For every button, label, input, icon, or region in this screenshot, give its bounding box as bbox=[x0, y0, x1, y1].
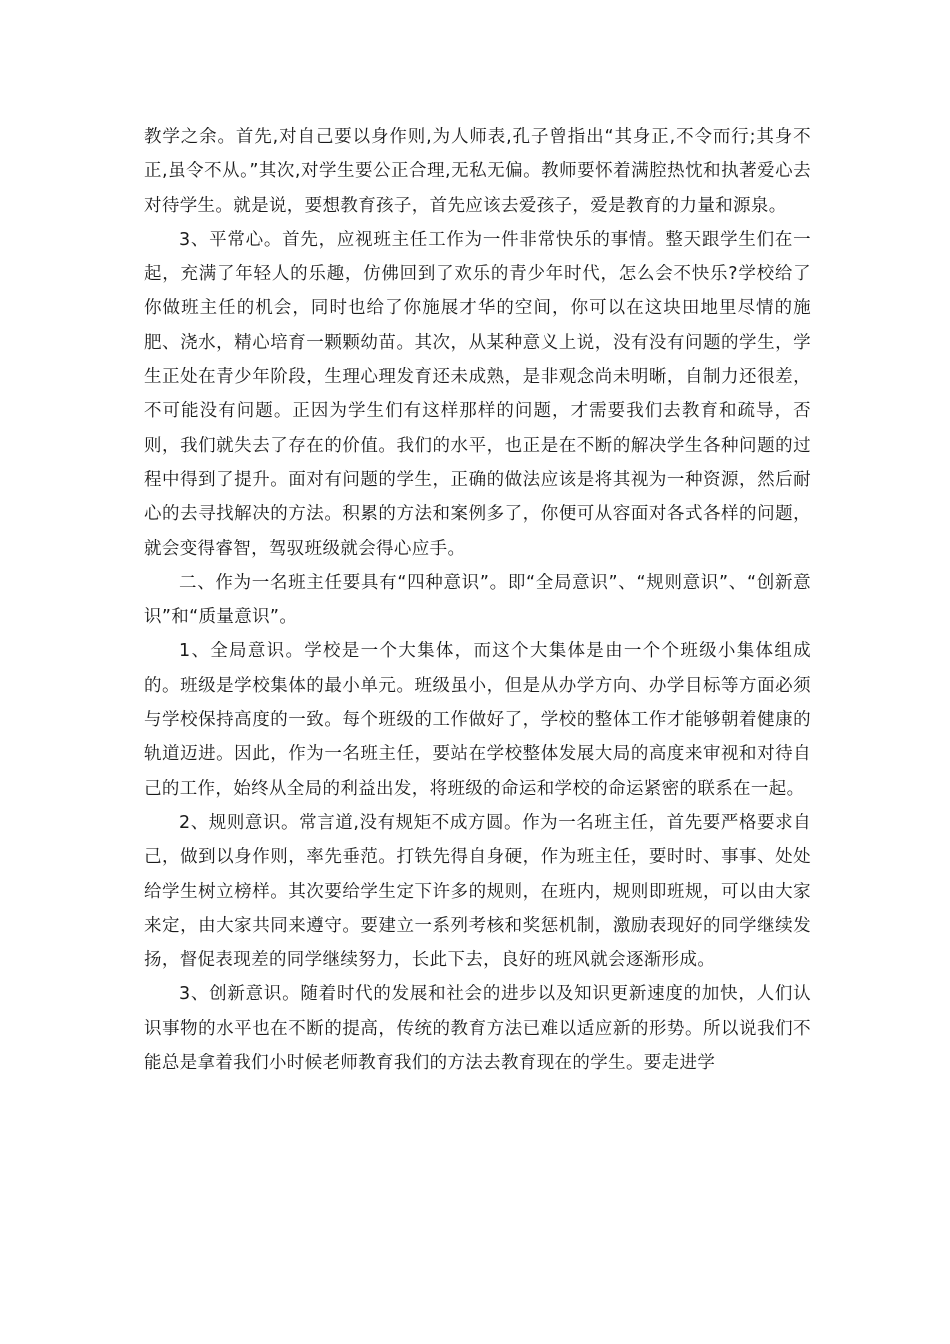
paragraph: 2、规则意识。常言道,没有规矩不成方圆。作为一名班主任，首先要严格要求自己，做到以身作则，率先垂范。打铁先得自身硬，作为班主任，要时时、事事、处处给学生树立榜样。其次要给学生定下许多的规则，在班内，规则即班规，可以由大家来定，由大家共同来遵守。要建立一系列考核和奖惩机制，激励表现好的同学继续发扬，督促表现差的同学继续努力，长此下去，良好的班风就会逐渐形成。 bbox=[144, 812, 811, 971]
paragraph: 教学之余。首先,对自己要以身作则,为人师表,孔子曾指出“其身正,不令而行;其身不正,虽令不从。”其次,对学生要公正合理,无私无偏。教师要怀着满腔热忱和执著爱心去对待学生。就是说，要想教育孩子，首先应该去爱孩子，爱是教育的力量和源泉。 bbox=[144, 127, 811, 216]
paragraph: 二、作为一名班主任要具有“四种意识”。即“全局意识”、“规则意识”、“创新意识”和“质量意识”。 bbox=[144, 572, 811, 628]
paragraph: 3、创新意识。随着时代的发展和社会的进步以及知识更新速度的加快，人们认识事物的水平也在不断的提高，传统的教育方法已难以适应新的形势。所以说我们不能总是拿着我们小时候老师教育我们的方法去教育现在的学生。要走进学 bbox=[144, 984, 811, 1074]
paragraph: 3、平常心。首先，应视班主任工作为一件非常快乐的事情。整天跟学生们在一起，充满了年轻人的乐趣，仿佛回到了欢乐的青少年时代，怎么会不快乐?学校给了你做班主任的机会，同时也给了你施展才华的空间，你可以在这块田地里尽情的施肥、浇水，精心培育一颗颗幼苗。其次，从某种意义上说，没有没有问题的学生，学生正处在青少年阶段，生理心理发育还未成熟，是非观念尚未明晰，自制力还很差，不可能没有问题。正因为学生们有这样那样的问题，才需要我们去教育和疏导，否则，我们就失去了存在的价值。我们的水平，也正是在不断的解决学生各种问题的过程中得到了提升。面对有问题的学生，正确的做法应该是将其视为一种资源，然后耐心的去寻找解决的方法。积累的方法和案例多了，你便可从容面对各式各样的问题，就会变得睿智，驾驭班级就会得心应手。 bbox=[144, 229, 811, 559]
paragraph: 1、全局意识。学校是一个大集体，而这个大集体是由一个个班级小集体组成的。班级是学校集体的最小单元。班级虽小，但是从办学方向、办学目标等方面必须与学校保持高度的一致。每个班级的工作做好了，学校的整体工作才能够朝着健康的轨道迈进。因此，作为一名班主任，要站在学校整体发展大局的高度来审视和对待自己的工作，始终从全局的利益出发，将班级的命运和学校的命运紧密的联系在一起。 bbox=[144, 641, 811, 799]
body-text bbox=[144, 120, 811, 1080]
